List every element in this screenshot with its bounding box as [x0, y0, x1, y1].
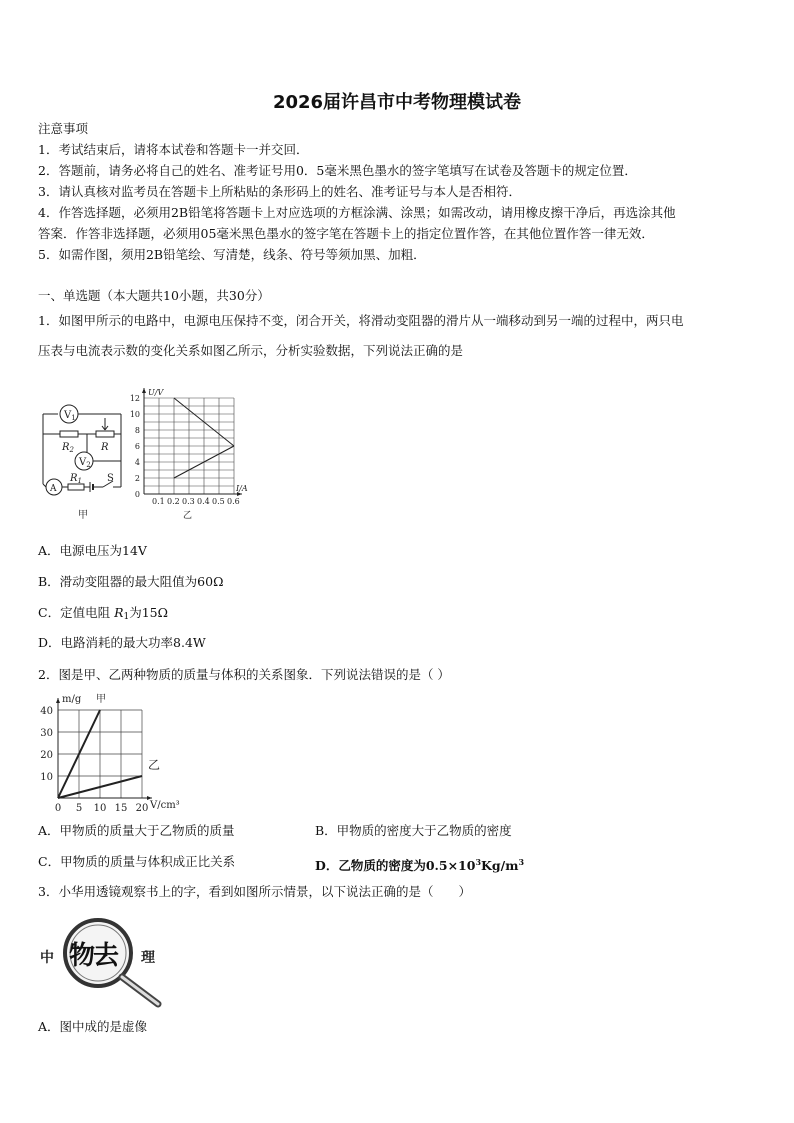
- page-title: 2026届许昌市中考物理模试卷: [272, 92, 522, 113]
- chart-caption: 乙: [183, 511, 193, 521]
- r1-label: $R_1$: [70, 473, 82, 485]
- rheostat-r-icon: [96, 431, 114, 437]
- y-tick-label: 6: [134, 442, 140, 451]
- q2-option-d: D．乙物质的密度为$0.5\times 10^3Kg/m^3$: [315, 857, 525, 873]
- y-axis-label: U/V: [148, 388, 164, 397]
- section-heading: 一、单选题（本大题共10小题，共30分）: [38, 288, 270, 303]
- q1-option-a: A．电源电压为14V: [38, 543, 147, 558]
- q1-option-d: D．电路消耗的最大功率8.4W: [38, 635, 206, 650]
- y-tick-label: 12: [129, 394, 140, 403]
- x-tick-label: 15: [114, 803, 128, 814]
- ammeter-label: A: [50, 484, 57, 494]
- y-tick-label: 0: [134, 490, 140, 499]
- y-tick-label: 40: [40, 706, 53, 717]
- q2-option-c: C．甲物质的质量与体积成正比关系: [38, 854, 236, 869]
- circuit-caption: 甲: [78, 510, 88, 521]
- v1-label: $V_1$: [64, 410, 76, 422]
- x-tick-label: 0.6: [227, 497, 240, 506]
- q2-stem: 2．图是甲、乙两种物质的质量与体积的关系图象．下列说法错误的是（ ）: [38, 667, 450, 682]
- v2-label: $V_2$: [79, 457, 91, 469]
- x-axis-label: V/cm³: [150, 800, 180, 811]
- magnifier-left-char: 中: [40, 950, 54, 966]
- x-tick-label: 0.4: [197, 497, 210, 506]
- y-tick-label: 10: [40, 772, 53, 783]
- series-label-jia: 甲: [96, 694, 106, 705]
- magnifier-inner-text: 物去: [69, 941, 118, 971]
- notice-item-4-cont: 答案．作答非选择题，必须用05毫米黑色墨水的签字笔在答题卡上的指定位置作答，在其他位置作答一律无效．: [38, 226, 654, 241]
- notice-item-4: 4．作答选择题，必须用2B铅笔将答题卡上对应选项的方框涂满、涂黑；如需改动，请用橡皮擦干净后，再选涂其他: [38, 205, 676, 220]
- notice-item-5: 5．如需作图，须用2B铅笔绘、写清楚，线条、符号等须加黑、加粗．: [38, 247, 426, 262]
- q1-stem-line2: 压表与电流表示数的变化关系如图乙所示，分析实验数据，下列说法正确的是: [38, 343, 464, 358]
- r-label: R: [101, 442, 109, 453]
- q2-mass-volume-chart: [30, 688, 210, 818]
- y-axis-arrow-icon: [56, 698, 60, 703]
- q1-option-c: C．定值电阻 $R_1$为15Ω: [38, 605, 168, 622]
- x-axis-label: I/A: [236, 484, 248, 493]
- x-tick-label: 20: [135, 803, 149, 814]
- y-axis-label: m/g: [62, 694, 82, 705]
- q3-magnifier-image: [38, 910, 178, 1010]
- resistor-r2-icon: [60, 431, 78, 437]
- q2-option-a: A．甲物质的质量大于乙物质的质量: [38, 823, 235, 838]
- y-tick-label: 10: [129, 410, 140, 419]
- x-tick-label: 0: [54, 803, 62, 814]
- switch-label: S: [107, 473, 114, 484]
- q1-option-b: B．滑动变阻器的最大阻值为60Ω: [38, 574, 224, 589]
- notice-item-2: 2．答题前，请务必将自己的姓名、准考证号用0．5毫米黑色墨水的签字笔填写在试卷及答题卡的规定位置．: [38, 163, 637, 178]
- x-tick-label: 10: [93, 803, 107, 814]
- notice-item-3: 3．请认真核对监考员在答题卡上所粘贴的条形码上的姓名、准考证号与本人是否相符．: [38, 184, 521, 199]
- q1-ui-chart: [130, 382, 260, 522]
- r2-label: $R_2$: [62, 442, 74, 454]
- y-tick-label: 4: [134, 458, 140, 467]
- q1-stem-line1: 1．如图甲所示的电路中，电源电压保持不变，闭合开关，将滑动变阻器的滑片从一端移动到另一端的过程中，两只电: [38, 313, 684, 328]
- y-tick-label: 30: [40, 728, 53, 739]
- q3-stem: 3．小华用透镜观察书上的字，看到如图所示情景，以下说法正确的是（ ）: [38, 884, 471, 899]
- x-tick-label: 5: [75, 803, 83, 814]
- x-tick-label: 0.3: [182, 497, 195, 506]
- y-tick-label: 20: [40, 750, 53, 761]
- y-tick-label: 8: [134, 426, 140, 435]
- notice-item-1: 1．考试结束后，请将本试卷和答题卡一并交回．: [38, 142, 309, 157]
- x-tick-label: 0.1: [152, 497, 165, 506]
- q3-option-a: A．图中成的是虚像: [38, 1019, 148, 1034]
- q2-option-b: B．甲物质的密度大于乙物质的密度: [315, 823, 512, 838]
- magnifier-right-char: 理: [141, 950, 155, 966]
- x-tick-label: 0.5: [212, 497, 225, 506]
- y-axis-arrow-icon: [142, 388, 146, 393]
- notice-heading: 注意事项: [38, 121, 89, 136]
- y-tick-label: 2: [134, 474, 140, 483]
- series-label-yi: 乙: [148, 758, 161, 772]
- x-tick-label: 0.2: [167, 497, 180, 506]
